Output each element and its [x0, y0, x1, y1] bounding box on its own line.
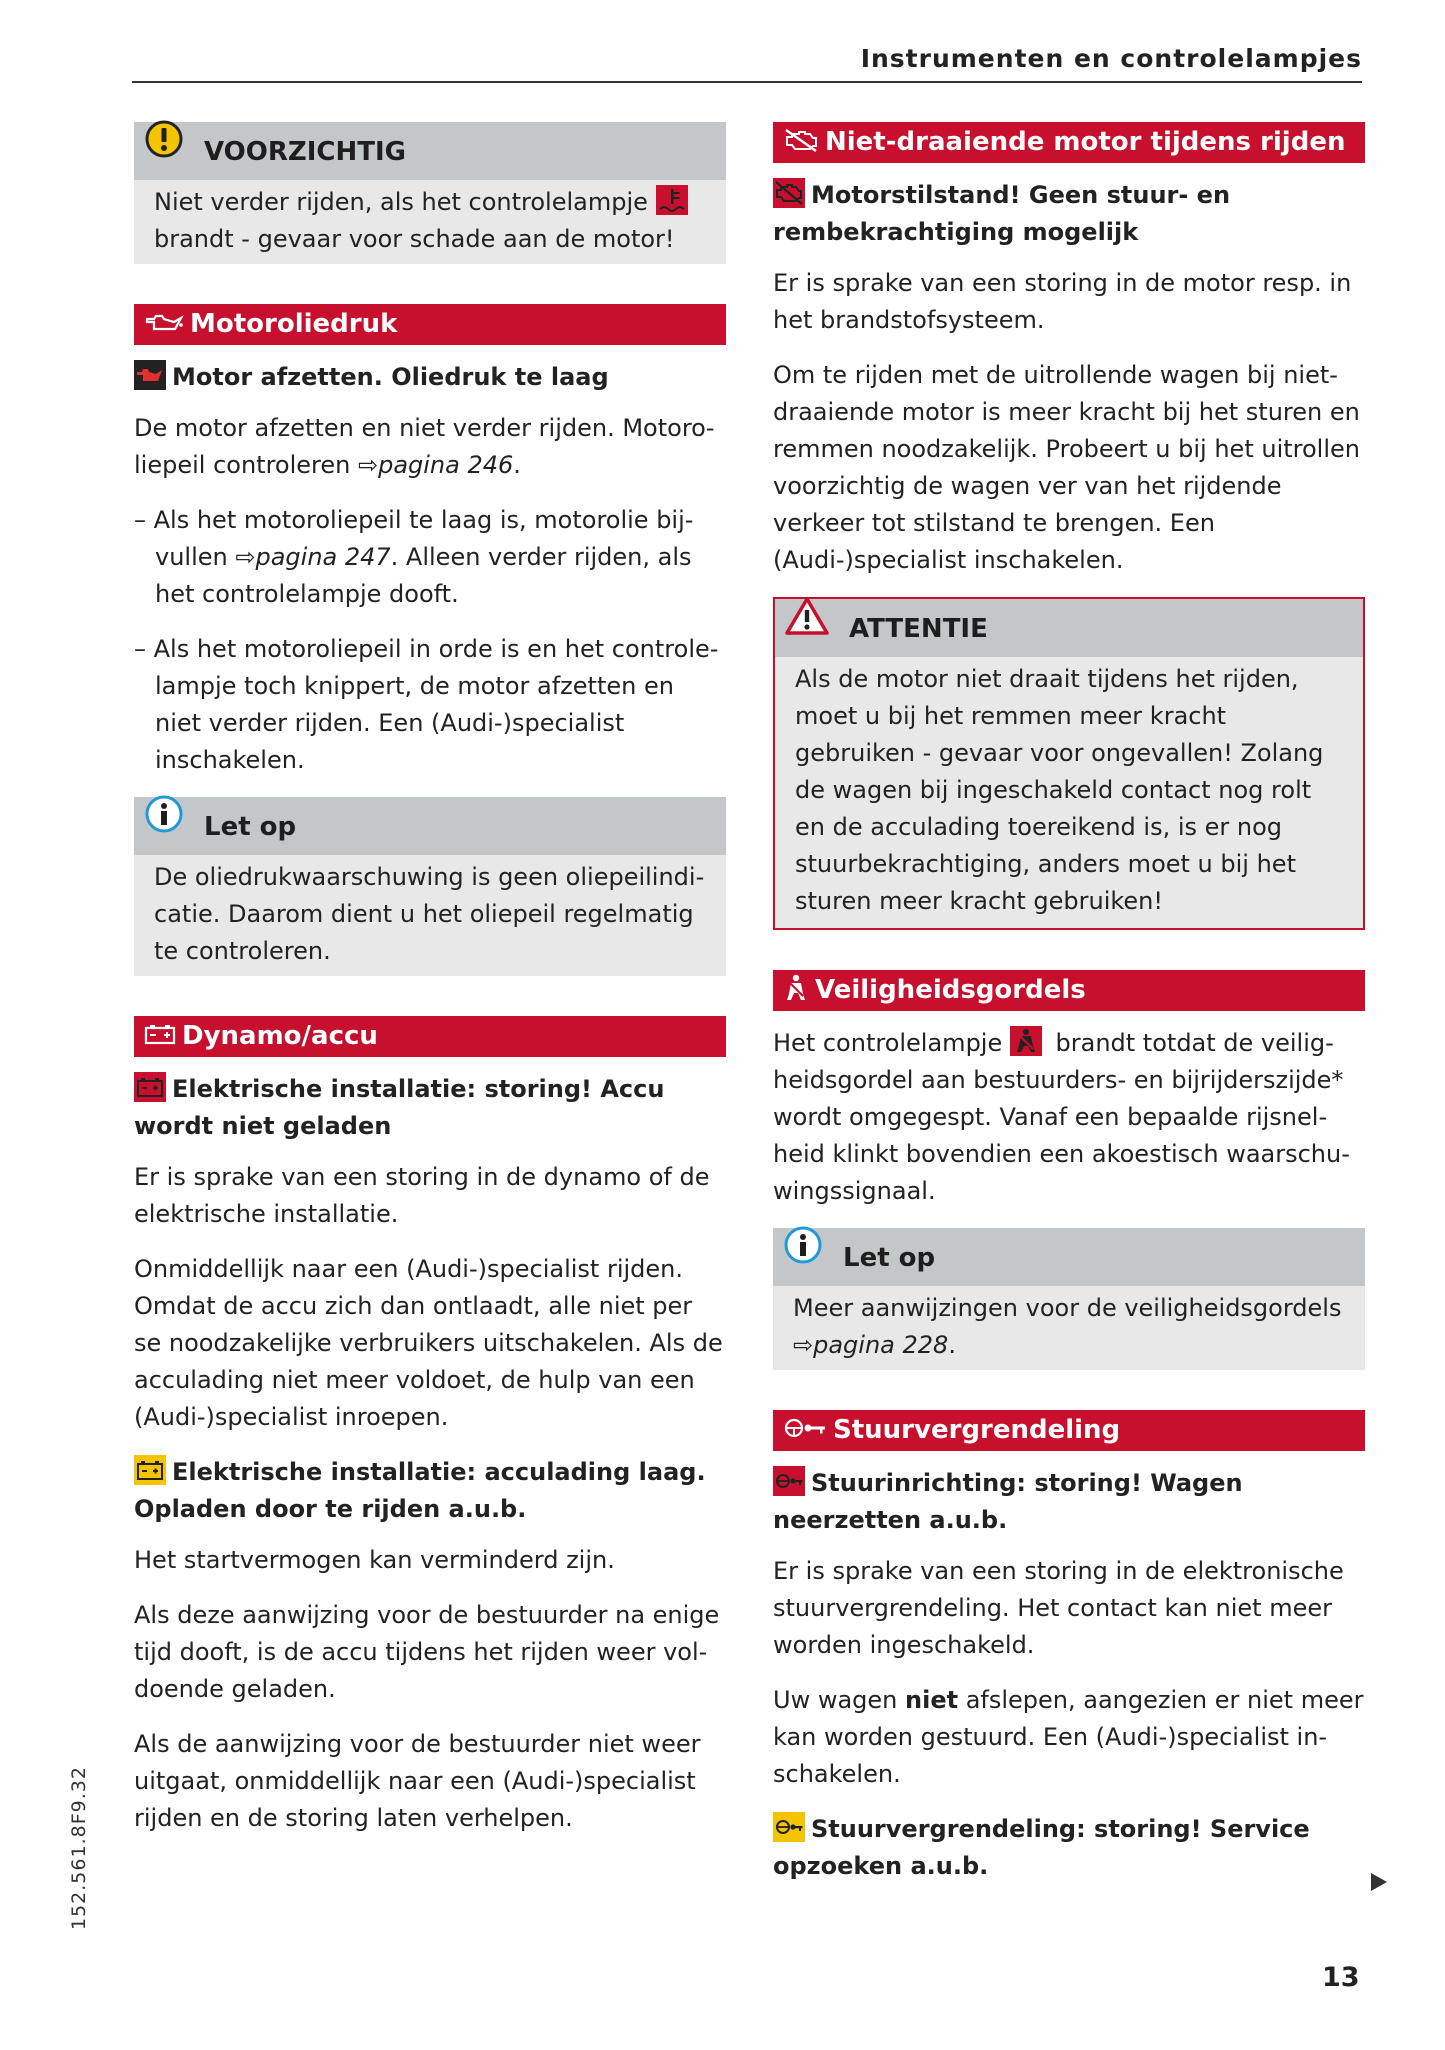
- battery-yellow-lamp-icon: [134, 1455, 166, 1485]
- attention-title: ATTENTIE: [849, 614, 988, 644]
- right-column: [773, 122, 1365, 1899]
- steering-paragraph-2: Uw wagen niet afslepen, aangezien er niet meer kan worden gestuurd. Een (Audi-)specialist inschakelen.: [773, 1686, 1364, 1788]
- oil-paragraph-1: De motor afzetten en niet verder rijden. Motoroliepeil controleren ⇨pagina 246.: [134, 414, 715, 479]
- note-box-belts: [773, 1228, 1365, 1370]
- page-ref-247[interactable]: ⇨pagina 247: [235, 543, 391, 571]
- caution-box: [134, 122, 726, 264]
- steering-red-lamp-icon: [773, 1466, 805, 1496]
- engine-stall-warning: Motorstilstand! Geen stuur- en rembekrachtiging mogelijk: [773, 177, 1365, 251]
- caution-text: Niet verder rijden, als het controlelampje brandt - gevaar voor schade aan de motor!: [154, 184, 706, 258]
- dynamo-paragraph-3: Het startvermogen kan verminderd zijn.: [134, 1546, 615, 1574]
- engine-paragraph-2: Om te rijden met de uitrollende wagen bij niet-draaiende motor is meer kracht bij het sturen en remmen noodzakelijk. Probeert u bij het uitrollen voorzichtig de wagen ver van het rijdende verkeer tot stilstand te brengen. Een (Audi-)specialist inschakelen.: [773, 361, 1360, 574]
- attention-box-header: [775, 599, 1363, 657]
- continue-arrow-icon: [1370, 1872, 1388, 1896]
- oil-pressure-warning: Motor afzetten. Oliedruk te laag: [134, 359, 726, 396]
- note-belts-text: Meer aanwijzingen voor de veiligheidsgordels ⇨pagina 228.: [793, 1294, 1342, 1359]
- oil-bullet-2: – Als het motoroliepeil in orde is en het controlelampje toch knippert, de motor afzetten en niet verder rijden. Een (Audi-)specialist inschakelen.: [134, 635, 719, 774]
- engine-crossed-icon: [783, 128, 819, 152]
- dynamo-paragraph-5: Als de aanwijzing voor de bestuurder niet weer uitgaat, onmiddellijk naar een (Audi-)specialist rijden en de storing laten verhelpen.: [134, 1730, 701, 1832]
- dynamo-paragraph-4: Als deze aanwijzing voor de bestuurder na enige tijd dooft, is de accu tijdens het rijden weer voldoende geladen.: [134, 1601, 720, 1703]
- attention-box: [773, 597, 1365, 930]
- oil-lamp-icon: [134, 360, 166, 390]
- battery-icon: [144, 1023, 176, 1045]
- steering-lock-icon: [783, 1417, 827, 1439]
- attention-text: Als de motor niet draait tijdens het rijden, moet u bij het remmen meer kracht gebruiken - gevaar voor ongevallen! Zolang de wagen bij ingeschakeld contact nog rolt en de acculading toereikend is, is er nog stuurbekrachtiging, anders moet u bij het sturen meer kracht gebruiken!: [795, 665, 1324, 915]
- left-column: [134, 122, 726, 1855]
- note-box-oil-header: [134, 797, 726, 855]
- coolant-lamp-icon: [656, 185, 688, 215]
- oil-can-icon: [144, 311, 184, 333]
- battery-not-charging-warning: Elektrische installatie: storing! Accu wordt niet geladen: [134, 1071, 726, 1145]
- steering-yellow-lamp-icon: [773, 1812, 805, 1842]
- steering-paragraph-1: Er is sprake van een storing in de elektronische stuurvergrendeling. Het contact kan niet meer worden ingeschakeld.: [773, 1557, 1344, 1659]
- caution-title: VOORZICHTIG: [204, 137, 407, 167]
- oil-bullet-1: – Als het motoroliepeil te laag is, motorolie bijvullen ⇨pagina 247. Alleen verder rijden, als het controlelampje dooft.: [134, 506, 694, 608]
- info-icon: [783, 1225, 823, 1286]
- note-oil-text: De oliedrukwaarschuwing is geen oliepeilindicatie. Daarom dient u het oliepeil regelmatig te controleren.: [154, 863, 705, 965]
- info-icon: [144, 794, 184, 855]
- section-heading-steering: Stuurvergrendeling: [773, 1410, 1365, 1451]
- section-heading-engine: Niet-draaiende motor tijdens rijden: [773, 122, 1365, 163]
- note-box-belts-header: [773, 1228, 1365, 1286]
- section-heading-dynamo: Dynamo/accu: [134, 1016, 726, 1057]
- steering-lock-service-warning: Stuurvergrendeling: storing! Service opzoeken a.u.b.: [773, 1811, 1365, 1885]
- page-ref-246[interactable]: ⇨pagina 246: [357, 451, 514, 479]
- steering-fault-warning: Stuurinrichting: storing! Wagen neerzetten a.u.b.: [773, 1465, 1365, 1539]
- page-header: Instrumenten en controlelampjes: [132, 44, 1362, 83]
- page-number: 13: [1322, 1962, 1360, 1993]
- warning-triangle-icon: [785, 596, 829, 657]
- page-ref-228[interactable]: ⇨pagina 228: [793, 1331, 949, 1359]
- engine-paragraph-1: Er is sprake van een storing in de motor resp. in het brandstofsysteem.: [773, 269, 1352, 334]
- seatbelt-lamp-icon: [1010, 1026, 1042, 1056]
- belt-paragraph: Het controlelampje brandt totdat de veiligheidsgordel aan bestuurders- en bijrijderszijde* wordt omgegespt. Vanaf een bepaalde rijsnelheid klinkt bovendien een akoestisch waarschuwingssignaal.: [773, 1025, 1365, 1210]
- dynamo-paragraph-1: Er is sprake van een storing in de dynamo of de elektrische installatie.: [134, 1163, 710, 1228]
- section-heading-oil: Motoroliedruk: [134, 304, 726, 345]
- section-heading-belts: Veiligheidsgordels: [773, 970, 1365, 1011]
- note-oil-title: Let op: [204, 812, 297, 842]
- note-belts-title: Let op: [843, 1243, 936, 1273]
- dynamo-paragraph-2: Onmiddellijk naar een (Audi-)specialist rijden. Omdat de accu zich dan ontlaadt, alle niet per se noodzakelijke verbruikers uitschakelen. Als de acculading niet meer voldoet, de hulp van een (Audi-)specialist inroepen.: [134, 1255, 723, 1431]
- caution-box-header: [134, 122, 726, 180]
- engine-stall-lamp-icon: [773, 178, 805, 208]
- exclamation-circle-icon: [144, 119, 184, 180]
- battery-red-lamp-icon: [134, 1072, 166, 1102]
- document-code: 152.561.8F9.32: [68, 1766, 90, 1930]
- note-box-oil: [134, 797, 726, 976]
- seatbelt-icon: [783, 974, 809, 1002]
- battery-low-warning: Elektrische installatie: acculading laag. Opladen door te rijden a.u.b.: [134, 1454, 726, 1528]
